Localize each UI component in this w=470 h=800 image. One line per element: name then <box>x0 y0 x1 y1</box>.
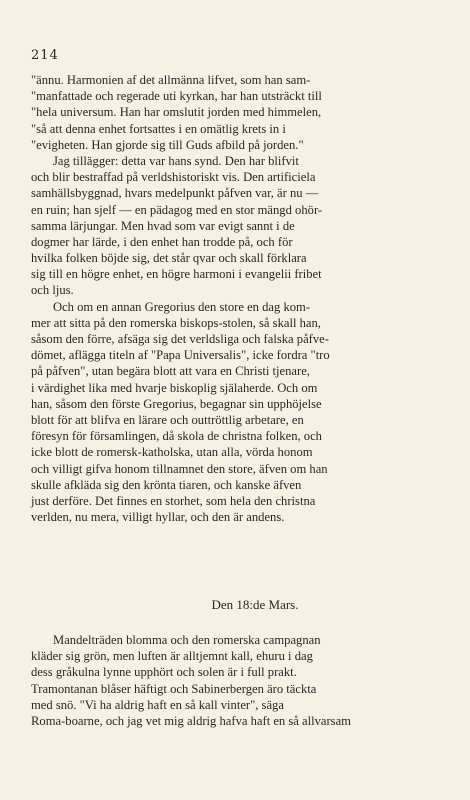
text-line: dömet, aflägga titeln af "Papa Universalis", icke fordra "tro <box>31 348 330 363</box>
text-line: med snö. "Vi ha aldrig haft en så kall vinter", säga <box>31 697 284 712</box>
text-line: en ruin; han sjelf — en pädagog med en stor mängd ohör- <box>31 202 323 217</box>
text-line: "manfattade och regerade uti kyrkan, har han utsträckt till <box>31 89 322 104</box>
text-line: samhällsbyggnad, hvars medelpunkt påfven var, är nu — <box>31 186 319 201</box>
text-line: sig till en högre enhet, en högre harmoni i evangelii fribet <box>31 267 322 282</box>
text-line: dess gråkulna lynne upphört och solen är i full prakt. <box>31 665 297 680</box>
text-line: och blir bestraffad på verldshistoriskt vis. Den artificiela <box>31 170 316 185</box>
text-line: kläder sig grön, men luften är alltjemnt kall, ehuru i dag <box>31 649 313 664</box>
text-line: i värdighet lika med hvarje biskoplig själaherde. Och om <box>31 380 318 395</box>
text-line: verlden, nu mera, villigt hyllar, och den är andens. <box>31 510 285 525</box>
text-line: hvilka folken böjde sig, det står qvar och skall förklara <box>31 251 307 266</box>
paragraph <box>31 299 443 526</box>
text-line: "hela universum. Han har omslutit jorden med himmelen, <box>31 105 322 120</box>
paragraph-quote <box>31 72 443 153</box>
text-line: "så att denna enhet fortsattes i en omätlig krets in i <box>31 121 286 136</box>
text-line: han, såsom den förste Gregorius, begagnar sin upphöjelse <box>31 396 322 411</box>
text-line: samma lärjungar. Men hvad som var evigt sannt i de <box>31 218 295 233</box>
body-text <box>31 72 443 525</box>
text-line: på påfven", utan begära blott att vara en Christi tjenare, <box>31 364 310 379</box>
text-line: och villigt gifva honom tillnamnet den store, äfven om han <box>31 461 328 476</box>
text-line: "ännu. Harmonien af det allmänna lifvet, som han sam- <box>31 73 311 87</box>
text-line: och ljus. <box>31 283 74 298</box>
text-line: mer att sitta på den romerska biskops-stolen, så skall han, <box>31 315 321 330</box>
date-heading: Den 18:de Mars. <box>211 597 299 612</box>
text-line: Jag tillägger: detta var hans synd. Den har blifvit <box>53 153 299 168</box>
paragraph <box>31 153 443 299</box>
page-number: 214 <box>31 48 59 63</box>
text-line: Tramontanan blåser häftigt och Sabinerbergen äro täckta <box>31 681 317 696</box>
text-line: icke blott de romersk-katholska, utan alla, vörda honom <box>31 445 313 460</box>
text-line: Mandelträden blomma och den romerska campagnan <box>53 633 321 647</box>
text-line: "evigheten. Han gjorde sig till Guds afbild på jorden." <box>31 137 304 152</box>
text-line: Och om en annan Gregorius den store en dag kom- <box>53 299 311 314</box>
text-line: blott för att blifva en lärare och outtröttlig arbetare, en <box>31 412 304 427</box>
text-line: just derföre. Det finnes en storhet, som hela den christna <box>31 493 316 508</box>
text-line: skulle afkläda sig den krönta tiaren, och kanske äfven <box>31 477 302 492</box>
text-line: Roma-boarne, och jag vet mig aldrig hafva haft en så allvarsam <box>31 713 351 728</box>
body-text-continued <box>31 632 443 729</box>
text-line: dogmer har lärde, i den enhet han trodde på, och för <box>31 234 293 249</box>
text-line: föresyn för församlingen, då skola de christna folken, och <box>31 429 322 444</box>
text-line: såsom den förre, afsäga sig det verldsliga och falska påfve- <box>31 332 329 346</box>
